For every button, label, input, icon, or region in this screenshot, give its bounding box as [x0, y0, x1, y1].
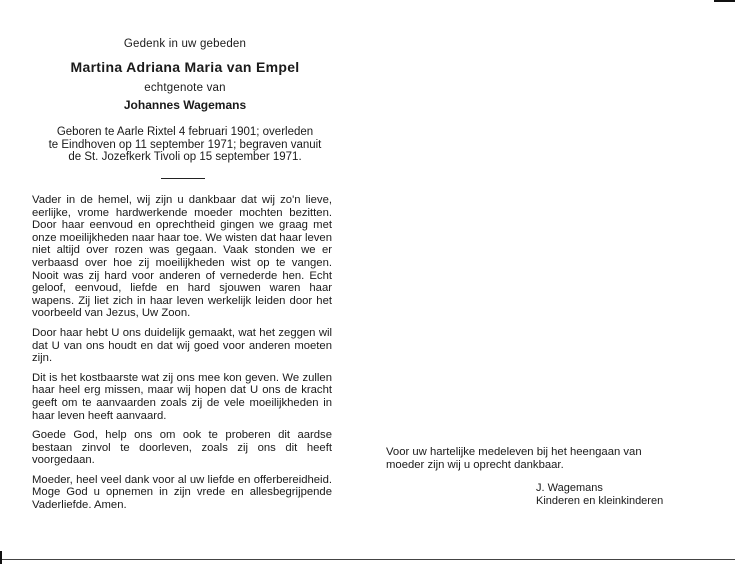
signature-family: Kinderen en kleinkinderen: [536, 494, 664, 507]
prayer-paragraph: Dit is het kostbaarste wat zij ons mee kon geven. We zullen haar heel erg missen, maar wij hopen dat U ons de kracht geeft om te aanvaarden zoals zij de vele moeilijkheden in haar leven heeft aanvaard.: [32, 371, 332, 422]
thanks-line: moeder zijn wij u oprecht dankbaar.: [386, 458, 564, 471]
thanks-line: Voor uw hartelijke medeleven bij het heengaan van: [386, 446, 642, 458]
signature-name: J. Wagemans: [536, 482, 603, 494]
prayer-paragraph: Door haar hebt U ons duidelijk gemaakt, wat het zeggen wil dat U van ons houdt en dat wij goed voor anderen moeten zijn.: [32, 326, 332, 365]
intro-text: Gedenk in uw gebeden: [123, 38, 247, 50]
signature-block: [536, 482, 663, 508]
birth-death-line: Geboren te Aarle Rixtel 4 februari 1901; overleden: [56, 126, 314, 138]
prayer-paragraph: Moeder, heel veel dank voor al uw liefde en offerbereidheid. Moge God u opnemen in zijn vrede en allesbegrijpende Vaderliefde. Amen.: [32, 473, 332, 512]
prayer-text: [32, 194, 332, 519]
thanks-text: [386, 446, 642, 471]
prayer-paragraph: Vader in de hemel, wij zijn u dankbaar dat wij zo'n lieve, eerlijke, vrome hardwerkende moeder mochten bezitten. Door haar eenvoud en oprechtheid gingen we graag met onze moeilijkheden naar haar toe. We wisten dat haar leven niet altijd over rozen was gegaan. Vaak stonden we er verbaasd over hoe zij moeilijkheden wist op te vangen. Nooit was zij hard voor anderen of vernederde hen. Echt geloof, eenvoud, liefde en hard sjouwen waren haar wapens. Zij liet zich in haar leven werkelijk leiden door het voorbeeld van Jezus, Uw Zoon.: [32, 194, 332, 320]
birth-death-line: te Eindhoven op 11 september 1971; begraven vanuit: [48, 138, 322, 151]
birth-death-block: [20, 126, 350, 164]
scan-edge-left: [0, 551, 2, 564]
deceased-name: Martina Adriana Maria van Empel: [70, 59, 300, 75]
spouse-name: Johannes Wagemans: [123, 98, 247, 112]
divider-rule: [161, 178, 205, 179]
scan-edge-bottom: [0, 559, 735, 560]
birth-death-line: de St. Jozefkerk Tivoli op 15 september 1971.: [68, 151, 302, 164]
prayer-paragraph: Goede God, help ons om ook te proberen dit aardse bestaan zinvol te doorleven, zoals zij ons dit heeft voorgedaan.: [32, 429, 332, 467]
relation-text: echtgenote van: [144, 82, 226, 94]
scan-edge-top: [714, 0, 735, 2]
